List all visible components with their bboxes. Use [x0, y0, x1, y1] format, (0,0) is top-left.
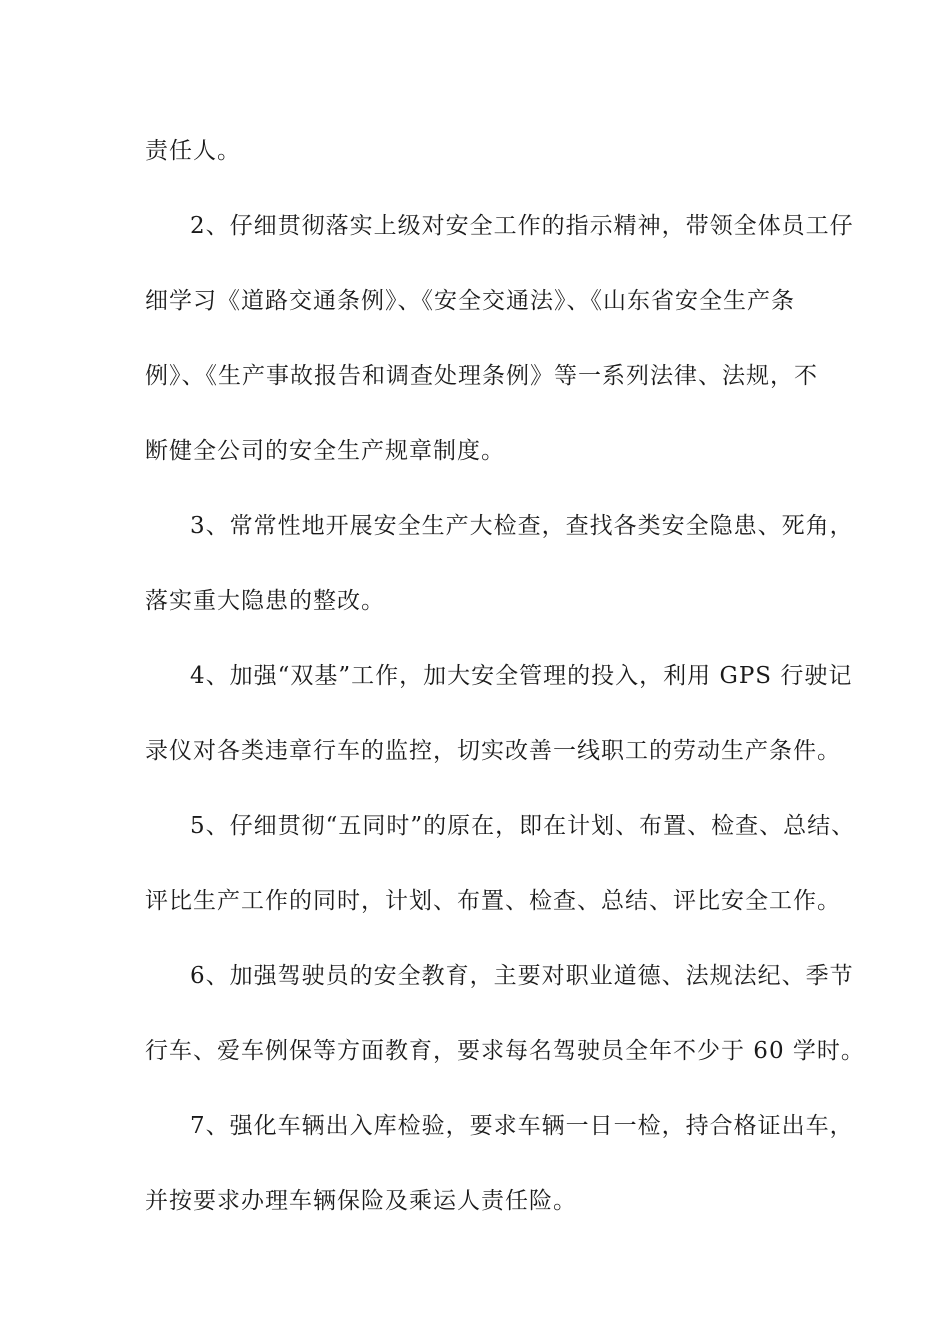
text-line: 行车、爱车例保等方面教育，要求每名驾驶员全年不少于 60 学时。 — [145, 1038, 865, 1064]
text-line: 录仪对各类违章行车的监控，切实改善一线职工的劳动生产条件。 — [145, 738, 841, 764]
text-line: 6、加强驾驶员的安全教育，主要对职业道德、法规法纪、季节 — [190, 963, 854, 989]
text-line: 2、仔细贯彻落实上级对安全工作的指示精神，带领全体员工仔 — [190, 213, 854, 239]
text-line: 5、仔细贯彻“五同时”的原在，即在计划、布置、检查、总结、 — [190, 813, 856, 839]
text-line: 责任人。 — [145, 138, 241, 164]
text-line: 断健全公司的安全生产规章制度。 — [145, 438, 505, 464]
text-line: 评比生产工作的同时，计划、布置、检查、总结、评比安全工作。 — [145, 888, 841, 914]
text-line: 3、常常性地开展安全生产大检查，查找各类安全隐患、死角， — [190, 513, 854, 539]
text-line: 落实重大隐患的整改。 — [145, 588, 385, 614]
text-line: 4、加强“双基”工作，加大安全管理的投入，利用 GPS 行驶记 — [190, 663, 853, 689]
text-line: 例》、《生产事故报告和调查处理条例》等一系列法律、法规，不 — [145, 363, 818, 389]
text-line: 并按要求办理车辆保险及乘运人责任险。 — [145, 1188, 577, 1214]
text-line: 细学习《道路交通条例》、《安全交通法》、《山东省安全生产条 — [145, 288, 795, 314]
text-line: 7、强化车辆出入库检验，要求车辆一日一检，持合格证出车， — [190, 1113, 854, 1139]
